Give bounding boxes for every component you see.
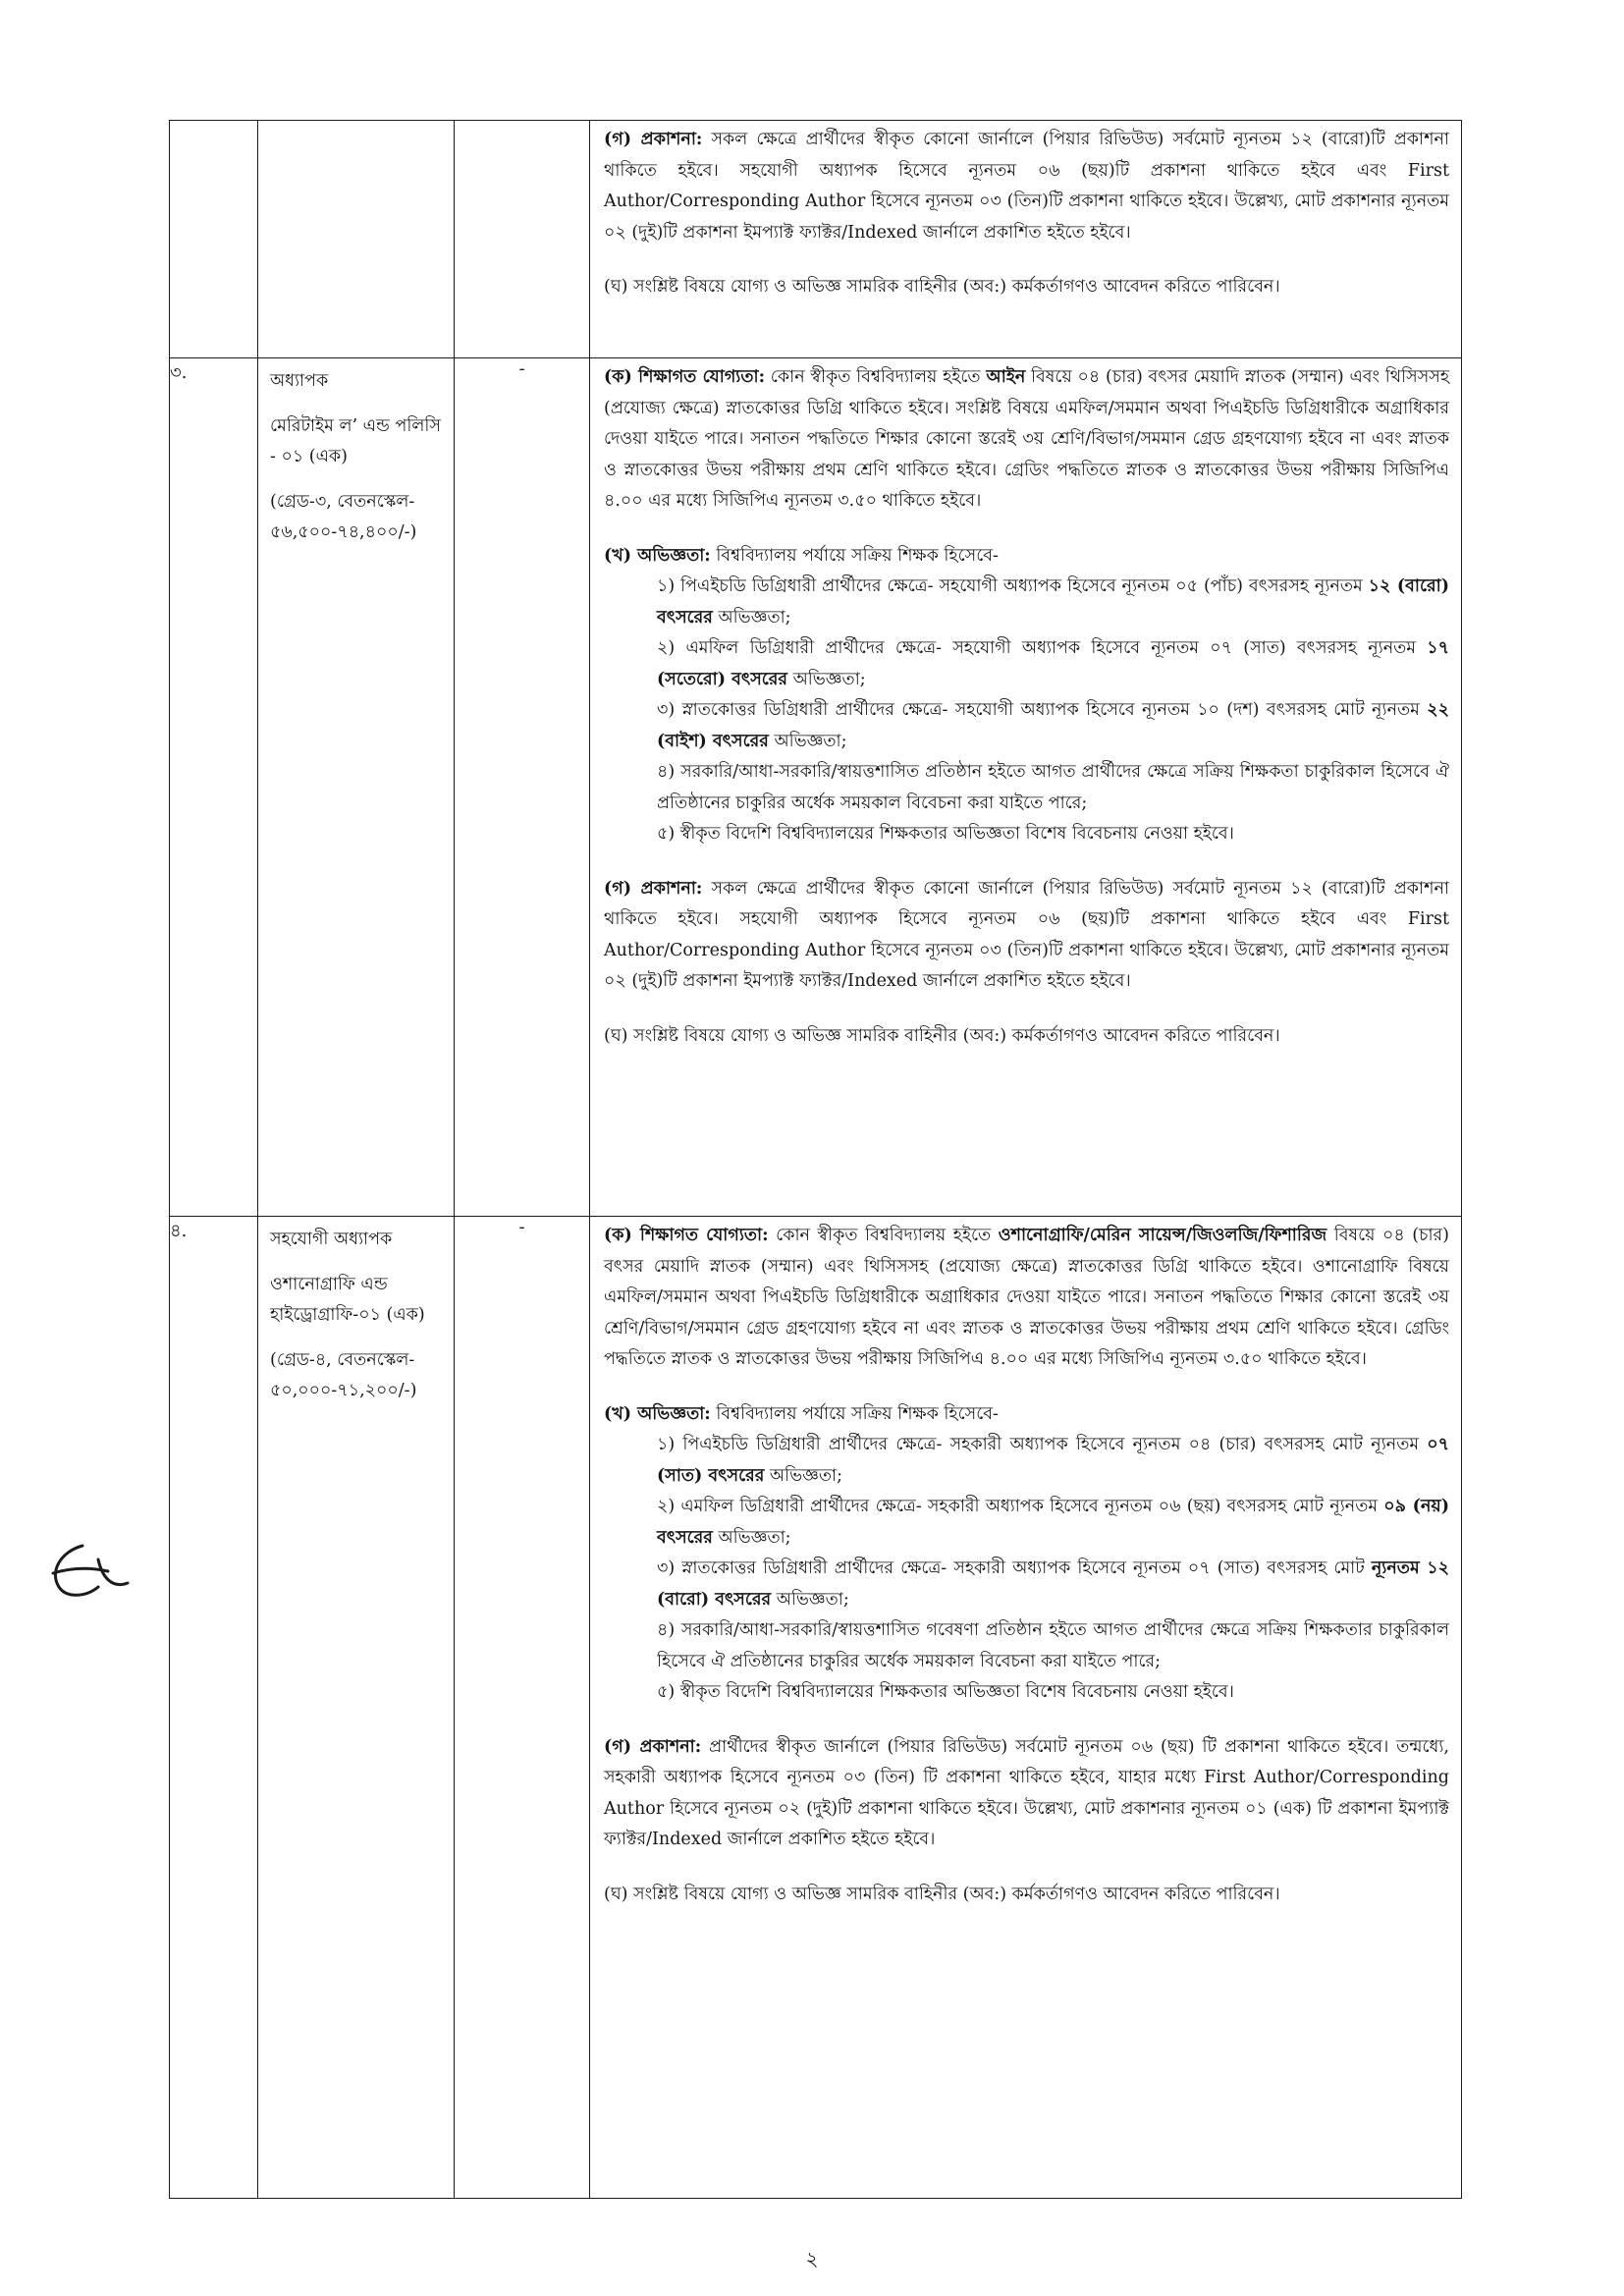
publication-label: (গ) প্রকাশনা: (604, 1736, 702, 1757)
handwritten-mark-icon (39, 1538, 134, 1611)
publication-text: সকল ক্ষেত্রে প্রার্থীদের স্বীকৃত কোনো জার্নালে (পিয়ার রিভিউড) সর্বমোট ন্যূনতম ১২ (বারো)টি প্রকাশনা থাকিতে হইবে। সহযোগী অধ্যাপক হিসেবে ন্যূনতম ০৬ (ছয়)টি প্রকাশনা থাকিতে হইবে এবং First Author/Corresponding Author হিসেবে ন্যূনতম ০৩ (তিন)টি প্রকাশনা থাকিতে হইবে। উল্লেখ্য, মোট প্রকাশনার ন্যূনতম ০২ (দুই)টি প্রকাশনা ইমপ্যাক্ট ফ্যাক্টর/Indexed জার্নালে প্রকাশিত হইতে হইবে। (604, 878, 1449, 991)
requirements-table-wrapper (169, 120, 1461, 2199)
qualification-text-pre: কোন স্বীকৃত বিশ্ববিদ্যালয় হইতে (765, 367, 987, 387)
post-grade: (গ্রেড-৪, বেতনস্কেল- ৫০,০০০-৭১,২০০/-) (270, 1349, 417, 1400)
qualification-subject: ওশানোগ্রাফি/মেরিন সায়েন্স/জিওলজি/ফিশারিজ (998, 1226, 1327, 1245)
count-dash: - (455, 358, 590, 1217)
qualification-subject: আইন (986, 367, 1026, 387)
list-item: ৫) স্বীকৃত বিদেশি বিশ্ববিদ্যালয়ের শিক্ষকতার অভিজ্ঞতা বিশেষ বিবেচনায় নেওয়া হইবে। (657, 1682, 1234, 1702)
post-title: সহযোগী অধ্যাপক (270, 1230, 393, 1249)
list-item: ৩) স্নাতকোত্তর ডিগ্রিধারী প্রার্থীদের ক্ষেত্রে- সহযোগী অধ্যাপক হিসেবে ন্যূনতম ১০ (দশ) বৎসরসহ মোট ন্যূনতম ২২ (বাইশ) বৎসরের অভিজ্ঞতা; (657, 700, 1449, 751)
publication-text: প্রার্থীদের স্বীকৃত জার্নালে (পিয়ার রিভিউড) সর্বমোট ন্যূনতম ০৬ (ছয়) টি প্রকাশনা থাকিতে হইবে। তন্মধ্যে, সহকারী অধ্যাপক হিসেবে ন্যূনতম ০৩ (তিন) টি প্রকাশনা থাকিতে হইবে, যাহার মধ্যে First Author/Corresponding Author হিসেবে ন্যূনতম ০২ (দুই)টি প্রকাশনা থাকিতে হইবে। উল্লেখ্য, মোট প্রকাশনার ন্যূনতম ০১ (এক) টি প্রকাশনা ইমপ্যাক্ট ফ্যাক্টর/Indexed জার্নালে প্রকাশিত হইতে হইবে। (604, 1736, 1449, 1849)
military-note: (ঘ) সংশ্লিষ্ট বিষয়ে যোগ্য ও অভিজ্ঞ সামরিক বাহিনীর (অব:) কর্মকর্তাগণও আবেদন করিতে পারিবেন। (604, 277, 1280, 297)
requirements-cell (590, 358, 1462, 1217)
publication-paragraph (604, 1732, 1449, 1856)
requirements-table (169, 120, 1462, 2199)
list-item: ৪) সরকারি/আধা-সরকারি/স্বায়ত্তশাসিত গবেষণা প্রতিষ্ঠান হইতে আগত প্রার্থীদের ক্ষেত্রে সক্রিয় শিক্ষকতার চাকুরিকাল হিসেবে ঐ প্রতিষ্ঠানের চাকুরির অর্ধেক সময়কাল বিবেচনা করা যাইতে পারে; (657, 1620, 1449, 1671)
post-subject: মেরিটাইম ল’ এন্ড পলিসি - ০১ (এক) (270, 415, 441, 466)
publication-label: (গ) প্রকাশনা: (604, 130, 703, 149)
requirements-cell (590, 121, 1462, 358)
experience-intro: বিশ্ববিদ্যালয় পর্যায়ে সক্রিয় শিক্ষক হিসেবে- (710, 1403, 999, 1424)
experience-label: (খ) অভিজ্ঞতা: (604, 545, 711, 566)
table-row-continuation (170, 121, 1462, 358)
post-cell (258, 1217, 455, 2199)
experience-paragraph (604, 1399, 1449, 1431)
list-item: ১) পিএইচডি ডিগ্রিধারী প্রার্থীদের ক্ষেত্রে- সহযোগী অধ্যাপক হিসেবে ন্যূনতম ০৫ (পাঁচ) বৎসরসহ ন্যূনতম ১২ (বারো) বৎসরের অভিজ্ঞতা; (657, 576, 1449, 628)
serial-number: ৪. (170, 1217, 258, 2199)
requirements-cell (590, 1217, 1462, 2199)
page-number: ২ (805, 2247, 819, 2270)
list-item: ১) পিএইচডি ডিগ্রিধারী প্রার্থীদের ক্ষেত্রে- সহকারী অধ্যাপক হিসেবে ন্যূনতম ০৪ (চার) বৎসরসহ মোট ন্যূনতম ০৭ (সাত) বৎসরের অভিজ্ঞতা; (657, 1435, 1449, 1486)
table-row-associate-professor (170, 1217, 1462, 2199)
serial-cell (170, 121, 258, 358)
military-note: (ঘ) সংশ্লিষ্ট বিষয়ে যোগ্য ও অভিজ্ঞ সামরিক বাহিনীর (অব:) কর্মকর্তাগণও আবেদন করিতে পারিবেন। (604, 1025, 1280, 1046)
publication-paragraph (604, 125, 1449, 248)
post-subject: ওশানোগ্রাফি এন্ড হাইড্রোগ্রাফি-০১ (এক) (270, 1274, 425, 1325)
count-cell (455, 121, 590, 358)
experience-paragraph (604, 541, 1449, 573)
table-row-professor (170, 358, 1462, 1217)
experience-intro: বিশ্ববিদ্যালয় পর্যায়ে সক্রিয় শিক্ষক হিসেবে- (710, 545, 999, 566)
experience-label: (খ) অভিজ্ঞতা: (604, 1403, 711, 1424)
military-note: (ঘ) সংশ্লিষ্ট বিষয়ে যোগ্য ও অভিজ্ঞ সামরিক বাহিনীর (অব:) কর্মকর্তাগণও আবেদন করিতে পারিবেন। (604, 1884, 1280, 1904)
post-cell (258, 121, 455, 358)
list-item: ৩) স্নাতকোত্তর ডিগ্রিধারী প্রার্থীদের ক্ষেত্রে- সহকারী অধ্যাপক হিসেবে ন্যূনতম ০৭ (সাত) বৎসরসহ মোট ন্যূনতম ১২ (বারো) বৎসরের অভিজ্ঞতা; (657, 1558, 1449, 1610)
qualification-paragraph (604, 362, 1449, 518)
list-item: ৪) সরকারি/আধা-সরকারি/স্বায়ত্তশাসিত প্রতিষ্ঠান হইতে আগত প্রার্থীদের ক্ষেত্রে সক্রিয় শিক্ষকতা চাকুরিকাল হিসেবে ঐ প্রতিষ্ঠানের চাকুরির অর্ধেক সময়কাল বিবেচনা করা যাইতে পারে; (657, 762, 1449, 813)
qualification-label: (ক) শিক্ষাগত যোগ্যতা: (604, 367, 766, 387)
experience-list (604, 1430, 1449, 1709)
post-cell (258, 358, 455, 1217)
publication-label: (গ) প্রকাশনা: (604, 878, 703, 899)
post-title: অধ্যাপক (270, 371, 329, 391)
experience-list (604, 572, 1449, 850)
publication-text: সকল ক্ষেত্রে প্রার্থীদের স্বীকৃত কোনো জার্নালে (পিয়ার রিভিউড) সর্বমোট ন্যূনতম ১২ (বারো)টি প্রকাশনা থাকিতে হইবে। সহযোগী অধ্যাপক হিসেবে ন্যূনতম ০৬ (ছয়)টি প্রকাশনা থাকিতে হইবে এবং First Author/Corresponding Author হিসেবে ন্যূনতম ০৩ (তিন)টি প্রকাশনা থাকিতে হইবে। উল্লেখ্য, মোট প্রকাশনার ন্যূনতম ০২ (দুই)টি প্রকাশনা ইমপ্যাক্ট ফ্যাক্টর/Indexed জার্নালে প্রকাশিত হইতে হইবে। (604, 130, 1449, 243)
serial-number: ৩. (170, 358, 258, 1217)
list-item: ৫) স্বীকৃত বিদেশি বিশ্ববিদ্যালয়ের শিক্ষকতার অভিজ্ঞতা বিশেষ বিবেচনায় নেওয়া হইবে। (657, 824, 1234, 844)
qualification-text-pre: কোন স্বীকৃত বিশ্ববিদ্যালয় হইতে (768, 1226, 999, 1245)
list-item: ২) এমফিল ডিগ্রিধারী প্রার্থীদের ক্ষেত্রে- সহকারী অধ্যাপক হিসেবে ন্যূনতম ০৬ (ছয়) বৎসরসহ মোট ন্যূনতম ০৯ (নয়) বৎসরের অভিজ্ঞতা; (657, 1497, 1449, 1548)
publication-paragraph (604, 874, 1449, 998)
list-item: ২) এমফিল ডিগ্রিধারী প্রার্থীদের ক্ষেত্রে- সহযোগী অধ্যাপক হিসেবে ন্যূনতম ০৭ (সাত) বৎসরসহ ন্যূনতম ১৭ (সতেরো) বৎসরের অভিজ্ঞতা; (657, 638, 1449, 689)
qualification-label: (ক) শিক্ষাগত যোগ্যতা: (604, 1226, 769, 1245)
qualification-text-post: বিষয়ে ০৪ (চার) বৎসর মেয়াদি স্নাতক (সম্মান) এবং থিসিসসহ (প্রযোজ্য ক্ষেত্রে) স্নাতকোত্তর ডিগ্রি থাকিতে হইবে। সংশ্লিষ্ট বিষয়ে এমফিল/সমমান অথবা পিএইচডি ডিগ্রিধারীকে অগ্রাধিকার দেওয়া যাইতে পারে। সনাতন পদ্ধতিতে শিক্ষার কোনো স্তরেই ৩য় শ্রেণি/বিভাগ/সমমান গ্রেড গ্রহণযোগ্য হইবে না এবং স্নাতক ও স্নাতকোত্তর উভয় পরীক্ষায় প্রথম শ্রেণি থাকিতে হইবে। গ্রেডিং পদ্ধতিতে স্নাতক ও স্নাতকোত্তর উভয় পরীক্ষায় সিজিপিএ ৪.০০ এর মধ্যে সিজিপিএ ন্যূনতম ৩.৫০ থাকিতে হইবে। (604, 367, 1450, 511)
post-grade: (গ্রেড-৩, বেতনস্কেল- ৫৬,৫০০-৭৪,৪০০/-) (270, 491, 417, 542)
count-dash: - (455, 1217, 590, 2199)
qualification-text-post: বিষয়ে ০৪ (চার) বৎসর মেয়াদি স্নাতক (সম্মান) এবং থিসিসসহ (প্রযোজ্য ক্ষেত্রে) স্নাতকোত্তর ডিগ্রি থাকিতে হইবে। ওশানোগ্রাফি বিষয়ে এমফিল/সমমান অথবা পিএইচডি ডিগ্রিধারীকে অগ্রাধিকার দেওয়া যাইতে পারে। সনাতন পদ্ধতিতে শিক্ষার কোনো স্তরেই ৩য় শ্রেণি/বিভাগ/সমমান গ্রেড গ্রহণযোগ্য হইবে না এবং স্নাতক ও স্নাতকোত্তর উভয় পরীক্ষায় প্রথম শ্রেণি থাকিতে হইবে। গ্রেডিং পদ্ধতিতে স্নাতক ও স্নাতকোত্তর উভয় পরীক্ষায় সিজিপিএ ৪.০০ এর মধ্যে সিজিপিএ ন্যূনতম ৩.৫০ থাকিতে হইবে। (604, 1226, 1449, 1369)
qualification-paragraph (604, 1221, 1449, 1376)
